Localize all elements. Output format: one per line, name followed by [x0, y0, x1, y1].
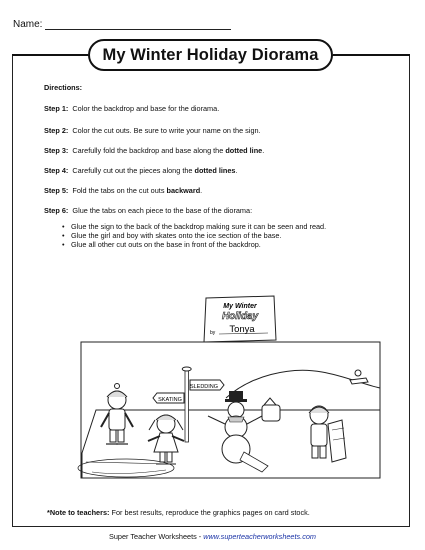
step-text: Color the backdrop and base for the diorama. — [72, 104, 220, 113]
step-emphasis: dotted line — [225, 146, 263, 155]
name-label: Name: — [13, 19, 43, 30]
step-text: Carefully fold the backdrop and base along the — [72, 146, 226, 155]
step-emphasis: dotted lines — [194, 166, 236, 175]
page-title: My Winter Holiday Diorama — [102, 45, 319, 64]
sign-title-line1: My Winter — [223, 303, 257, 310]
step-label: Step 4: — [44, 166, 69, 175]
step-label: Step 3: — [44, 146, 69, 155]
step-text-end: . — [235, 166, 238, 175]
footer-link[interactable]: www.superteacherworksheets.com — [203, 532, 316, 541]
step-label: Step 1: — [44, 104, 69, 113]
directions-heading: Directions: — [44, 83, 83, 92]
sign-title-line2: Holiday — [221, 311, 259, 322]
name-sign-card — [204, 296, 276, 342]
sledding-sign-label: SLEDDING — [189, 384, 219, 390]
step-label: Step 6: — [44, 206, 69, 215]
step-text: Fold the tabs on the cut outs — [72, 186, 167, 195]
step-text-end: . — [262, 146, 265, 155]
step-text: Carefully cut out the pieces along the — [72, 166, 195, 175]
footer — [0, 532, 425, 541]
sign-name: Tonya — [229, 324, 255, 335]
step-text: Glue the tabs on each piece to the base of the diorama: — [72, 206, 253, 215]
list-item: • Glue all other cut outs on the base in front of the backdrop. — [62, 240, 362, 249]
footer-text: Super Teacher Worksheets - — [109, 532, 204, 541]
note-text: For best results, reproduce the graphics pages on card stock. — [109, 508, 310, 517]
step-text-end: . — [200, 186, 203, 195]
sign-by-label: by — [210, 330, 216, 336]
list-item: • Glue the sign to the back of the backdrop making sure it can be seen and read. — [62, 222, 362, 231]
list-item: • Glue the girl and boy with skates onto the ice section of the base. — [62, 231, 362, 240]
step-text: Color the cut outs. Be sure to write your name on the sign. — [72, 126, 261, 135]
step-label: Step 2: — [44, 126, 69, 135]
step-emphasis: backward — [166, 186, 201, 195]
note-label: *Note to teachers: — [47, 508, 110, 517]
skating-sign-label: SKATING — [158, 397, 182, 403]
step-label: Step 5: — [44, 186, 69, 195]
teacher-note — [47, 508, 310, 517]
